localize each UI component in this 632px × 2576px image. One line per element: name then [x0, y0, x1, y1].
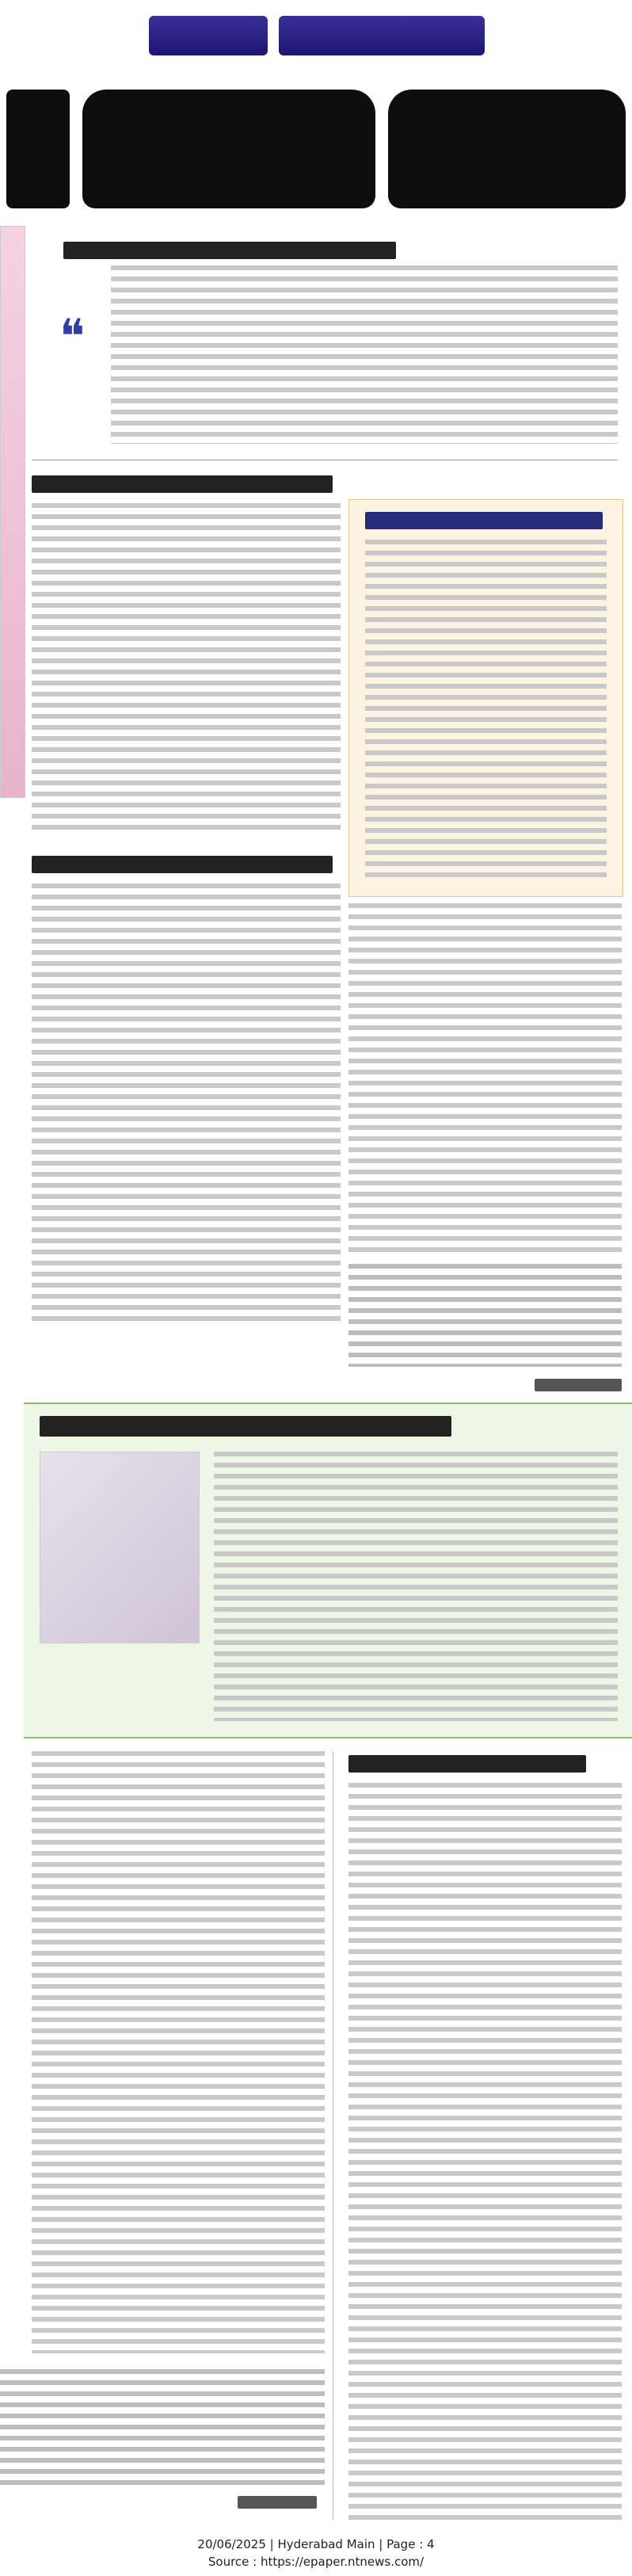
section-heading: [348, 1755, 586, 1773]
sidebar-box: [348, 499, 623, 897]
featured-photo: [40, 1452, 200, 1643]
headline-glyph: [82, 90, 375, 208]
masthead-word-1: [149, 16, 268, 55]
footer-date-page: 20/06/2025 | Hyderabad Main | Page : 4: [197, 2537, 435, 2551]
sidebar-body: [365, 540, 607, 880]
article-column-2: [32, 883, 341, 1327]
subheadline: [63, 242, 396, 259]
featured-body: [214, 1452, 618, 1721]
section-heading: [32, 475, 333, 493]
headline-glyph: [6, 90, 70, 208]
pull-quote-bottom: [0, 2369, 325, 2488]
headline-glyph: [388, 90, 626, 208]
byline: [535, 1379, 622, 1391]
byline: [238, 2496, 317, 2509]
featured-story: [24, 1402, 632, 1738]
section-heading: [32, 856, 333, 873]
article-column-4: [32, 1751, 325, 2353]
article-column-5: [348, 1783, 622, 2520]
article-column-1: [32, 503, 341, 836]
footer: [0, 2536, 632, 2570]
article-column-3: [348, 903, 622, 1252]
main-headline: [0, 75, 632, 222]
left-edge-photo: [0, 226, 25, 798]
quote-mark: ❝: [59, 309, 86, 364]
highlight-quote: [348, 1264, 622, 1367]
lead-quote-block: [111, 265, 618, 444]
featured-heading: [40, 1416, 451, 1437]
sidebar-heading: [365, 512, 603, 529]
footer-source: Source : https://epaper.ntnews.com/: [207, 2555, 425, 2569]
masthead-word-2: [279, 16, 485, 55]
masthead-logo: [119, 8, 515, 63]
